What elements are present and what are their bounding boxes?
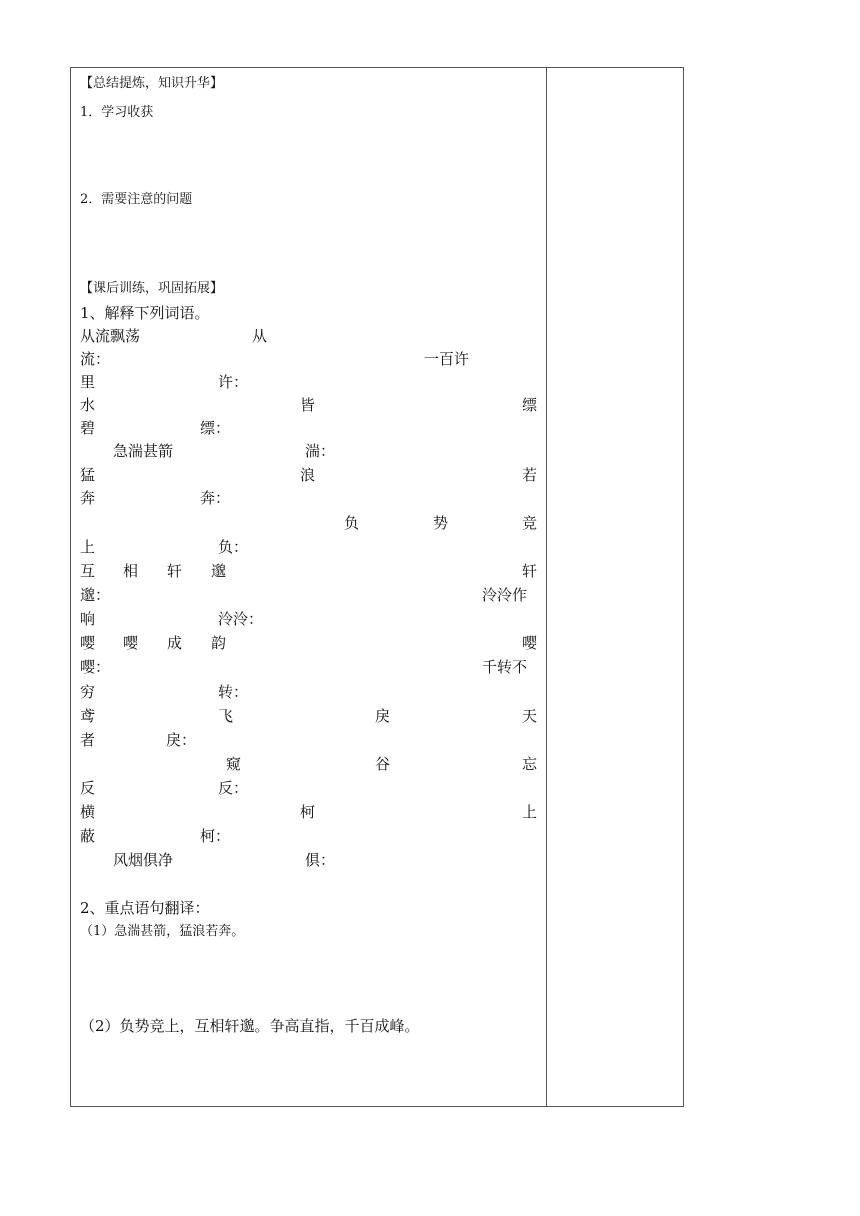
summary-heading: 【总结提炼，知识升华】	[80, 76, 224, 91]
vocab-word: 窥	[226, 755, 242, 773]
vocab-word: 千转不	[482, 658, 528, 676]
vocab-word: 轩	[167, 562, 183, 580]
vocab-word: 嘤	[522, 634, 538, 652]
vocab-word: 从	[252, 327, 268, 345]
vocab-word: 嘤	[123, 634, 139, 652]
vocab-word: 韵	[211, 634, 227, 652]
vocab-word: 竞	[522, 514, 538, 532]
vocab-word: 者	[80, 731, 96, 749]
vocab-word: 戾：	[166, 731, 197, 749]
vocab-word: 谷	[375, 755, 391, 773]
vocab-word: 负：	[218, 538, 249, 556]
column-divider	[546, 68, 547, 1106]
vocab-word: 急湍甚箭	[113, 442, 174, 460]
vocab-word: 浪	[300, 466, 316, 484]
vocab-word: 缥：	[200, 419, 231, 437]
vocab-word: 里	[80, 373, 96, 391]
vocab-word: 风烟俱净	[113, 851, 174, 869]
q2-item-2: （2）负势竞上，互相轩邈。争高直指，千百成峰。	[80, 1017, 420, 1035]
vocab-word: 若	[522, 466, 538, 484]
vocab-word: 鸢	[80, 707, 96, 725]
vocab-word: 反	[80, 779, 96, 797]
vocab-word: 轩	[522, 562, 538, 580]
vocab-word: 飞	[218, 707, 234, 725]
vocab-word: 皆	[300, 396, 316, 414]
vocab-word: 势	[433, 514, 449, 532]
vocab-word: 水	[80, 396, 96, 414]
vocab-word: 缥	[522, 396, 538, 414]
vocab-word: 碧	[80, 419, 96, 437]
vocab-word: 相	[123, 562, 139, 580]
vocab-word: 上	[80, 538, 96, 556]
notes-label: 2．需要注意的问题	[80, 192, 193, 207]
vocab-word: 柯：	[200, 827, 231, 845]
vocab-word: 嘤：	[80, 658, 111, 676]
vocab-word: 戾	[375, 707, 391, 725]
vocab-word: 成	[167, 634, 183, 652]
vocab-word: 横	[80, 803, 96, 821]
vocab-word: 互	[80, 562, 96, 580]
vocab-word: 许：	[218, 373, 249, 391]
practice-heading: 【课后训练，巩固拓展】	[80, 281, 224, 296]
vocab-word: 俱：	[305, 851, 336, 869]
vocab-word: 奔：	[200, 489, 231, 507]
vocab-word: 邈	[211, 562, 227, 580]
vocab-word: 一百许	[424, 350, 470, 368]
vocab-word: 转：	[218, 683, 249, 701]
vocab-word: 泠泠：	[218, 610, 264, 628]
vocab-word: 湍：	[305, 442, 336, 460]
vocab-word: 柯	[300, 803, 316, 821]
vocab-word: 泠泠作	[482, 586, 528, 604]
vocab-word: 响	[80, 610, 96, 628]
vocab-word: 反：	[218, 779, 249, 797]
vocab-word: 穷	[80, 683, 96, 701]
vocab-word: 嘤	[80, 634, 96, 652]
learning-gains-label: 1．学习收获	[80, 105, 154, 120]
vocab-word: 天	[522, 707, 538, 725]
vocab-word: 蔽	[80, 827, 96, 845]
q2-item-1: （1）急湍甚箭，猛浪若奔。	[80, 924, 245, 939]
q2-title: 2、重点语句翻译：	[80, 899, 210, 917]
q1-title: 1、解释下列词语。	[80, 304, 210, 322]
vocab-word: 流：	[80, 350, 111, 368]
vocab-word: 从流飘荡	[80, 327, 141, 345]
vocab-word: 邈：	[80, 586, 111, 604]
vocab-word: 奔	[80, 489, 96, 507]
vocab-word: 上	[522, 803, 538, 821]
vocab-word: 忘	[522, 755, 538, 773]
vocab-word: 负	[344, 514, 360, 532]
vocab-word: 猛	[80, 466, 96, 484]
worksheet-table	[70, 67, 684, 1107]
